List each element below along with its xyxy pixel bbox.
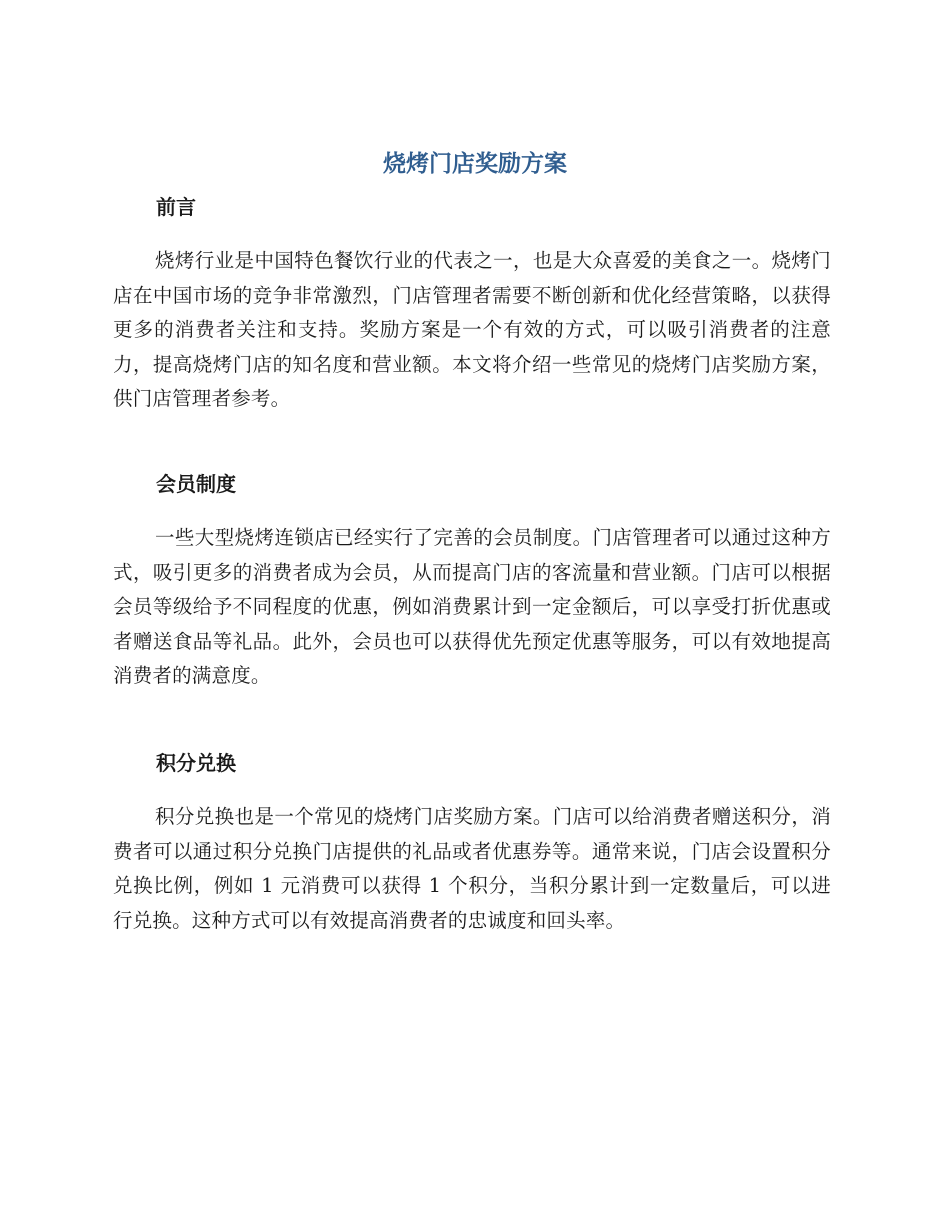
- section-paragraph: 积分兑换也是一个常见的烧烤门店奖励方案。门店可以给消费者赠送积分，消费者可以通过积分兑换门店提供的礼品或者优惠券等。通常来说，门店会设置积分兑换比例，例如 1 元消费可以获得 1 个积分，当积分累计到一定数量后，可以进行兑换。这种方式可以有效提高消费者的忠诚度和回头率。: [113, 805, 831, 932]
- section-membership: [113, 469, 831, 694]
- section-points-exchange: [113, 748, 831, 938]
- section-heading: 积分兑换: [156, 751, 236, 775]
- section-heading: 会员制度: [156, 472, 236, 496]
- document-title: 烧烤门店奖励方案: [383, 151, 567, 177]
- section-preface: [113, 192, 831, 417]
- section-heading: 前言: [156, 195, 196, 219]
- section-paragraph: 一些大型烧烤连锁店已经实行了完善的会员制度。门店管理者可以通过这种方式，吸引更多的消费者成为会员，从而提高门店的客流量和营业额。门店可以根据会员等级给予不同程度的优惠，例如消费累计到一定金额后，可以享受打折优惠或者赠送食品等礼品。此外，会员也可以获得优先预定优惠等服务，可以有效地提高消费者的满意度。: [113, 526, 831, 687]
- section-paragraph: 烧烤行业是中国特色餐饮行业的代表之一，也是大众喜爱的美食之一。烧烤门店在中国市场的竞争非常激烈，门店管理者需要不断创新和优化经营策略，以获得更多的消费者关注和支持。奖励方案是一个有效的方式，可以吸引消费者的注意力，提高烧烤门店的知名度和营业额。本文将介绍一些常见的烧烤门店奖励方案，供门店管理者参考。: [113, 249, 831, 410]
